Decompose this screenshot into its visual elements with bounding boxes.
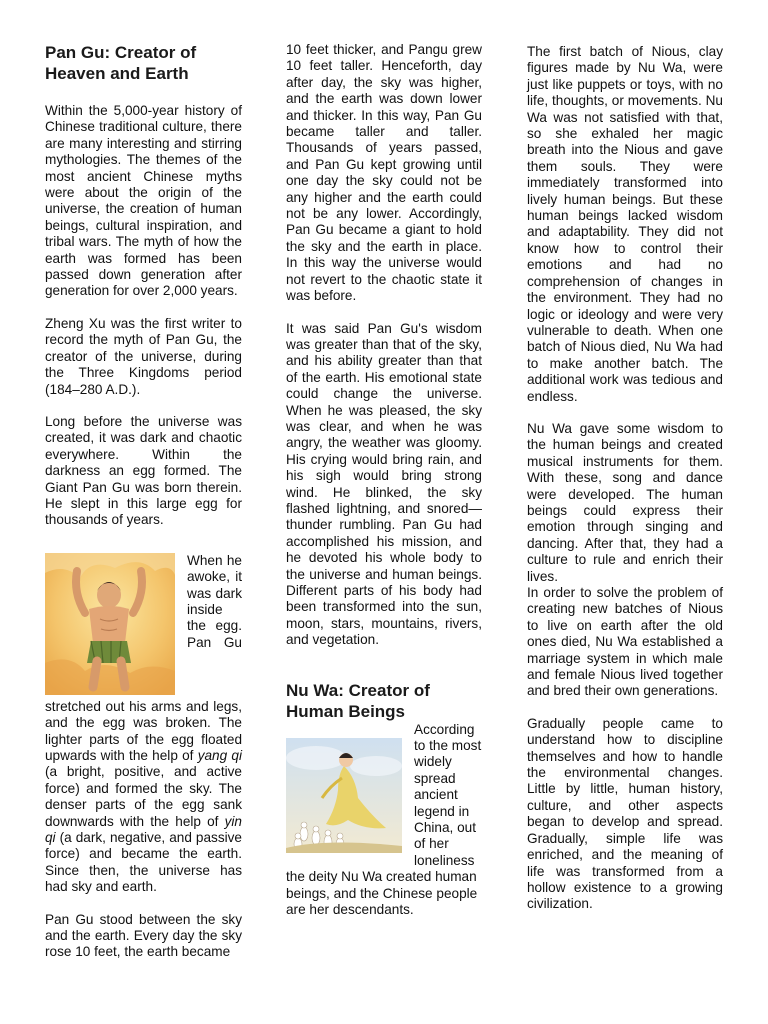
yang-qi-term: yang qi (197, 747, 243, 763)
cosmic-egg-paragraph: Long before the universe was created, it was dark and chaotic everywhere. Within the darkness an egg formed. The Giant Pan Gu was born therein. He slept in this large egg for thousands of years. (45, 413, 242, 528)
marriage-system-paragraph: In order to solve the problem of creating new batches of Nious to live on earth after the old ones died, Nu Wa established a marriage system in which male and female Nious lived together and bred their own generations. (527, 585, 723, 699)
column-1 (45, 42, 242, 961)
nious-paragraph: The first batch of Nious, clay figures made by Nu Wa, were just like puppets or toys, with no life, thoughts, or movements. Nu Wa was not satisfied with that, so she exhaled her magic breath into the Nious and gave them souls. They were immediately transformed into lively human beings. But these human beings lacked wisdom and adaptability. They did not know how to control their emotions and had no comprehension of changes in the environment. They had no logic or ideology and were very vulnerable to death. When one batch of Nious died, Nu Wa had to make another batch. The additional work was tedious and endless. (527, 44, 723, 404)
nu-wa-legend-paragraph: According to the most widely spread ancient legend in China, out of her loneliness the deity Nu Wa created human beings, and the Chinese people are her descendants. (286, 721, 482, 918)
column-2 (286, 42, 482, 919)
column-3 (527, 42, 723, 913)
egg-broken-paragraph: When he awoke, it was dark inside the egg. Pan Gu stretched out his arms and legs, and the egg was broken. The lighter parts of the egg floated upwards with the help of yang qi (a bright, positive, and active force) and formed the sky. The denser parts of the egg sank downwards with the help of yin qi (a dark, negative, and passive force) and became the earth. Since then, the universe has had sky and earth. (45, 552, 243, 895)
nu-wa-illustration (286, 738, 402, 853)
zheng-xu-paragraph: Zheng Xu was the first writer to record the myth of Pan Gu, the creator of the universe, during the Three Kingdoms period (184–280 A.D.). (45, 315, 242, 397)
civilization-paragraph: Gradually people came to understand how to discipline themselves and how to handle the environmental changes. Little by little, human history, culture, and other aspects began to develop and spread. Gradually, simple life was enriched, and the meaning of life was transformed from a hollow existence to a growing civilization. (527, 715, 723, 912)
pan-gu-grows-paragraph: Pan Gu stood between the sky and the earth. Every day the sky rose 10 feet, the earth became (45, 911, 242, 960)
pan-gu-title: Pan Gu: Creator of Heaven and Earth (45, 43, 197, 83)
pan-gu-intro-paragraph: Within the 5,000-year history of Chinese traditional culture, there are many interesting and stirring mythologies. The themes of the most ancient Chinese myths were about the origin of the universe, the creation of human beings, cultural inspiration, and tribal wars. The myth of how the earth was formed has been passed down generation after generation for over 2,000 years. (45, 103, 242, 299)
pan-gu-grows-continued: 10 feet thicker, and Pangu grew 10 feet taller. Henceforth, day after day, the sky was higher, and the earth was down lower and thicker. In this way, Pan Gu became taller and taller. Thousands of years passed, and Pan Gu kept growing until one day the sky could not be any higher and the earth could not be any lower. Accordingly, Pan Gu became a giant to hold the sky and the earth in place. In this way the universe would not revert to the chaotic state it was before. (286, 42, 482, 304)
pan-gu-wisdom-paragraph: It was said Pan Gu's wisdom was greater than that of the sky, and his ability greater than that of the earth. His emotional state could change the universe. When he was pleased, the sky was clear, and when he was angry, the weather was gloomy. His crying would bring rain, and his sigh would bring strong wind. He blinked, the sky flashed lightning, and snored— thunder rumbling. Pan Gu had accomplished his mission, and he devoted his whole body to the universe and human beings. Different parts of his body had been transformed into the sun, moon, stars, mountains, rivers, and vegetation. (286, 320, 482, 648)
nu-wa-title: Nu Wa: Creator of Human Beings (286, 680, 430, 721)
wisdom-music-paragraph: Nu Wa gave some wisdom to the human beings and created musical instruments for them. With these, song and dance were developed. The human beings could express their emotion through singing and dancing. After that, they had a culture to rule and enrich their lives. (527, 420, 723, 584)
pan-gu-illustration (45, 553, 175, 695)
yin-qi-term: yin qi (45, 813, 242, 845)
